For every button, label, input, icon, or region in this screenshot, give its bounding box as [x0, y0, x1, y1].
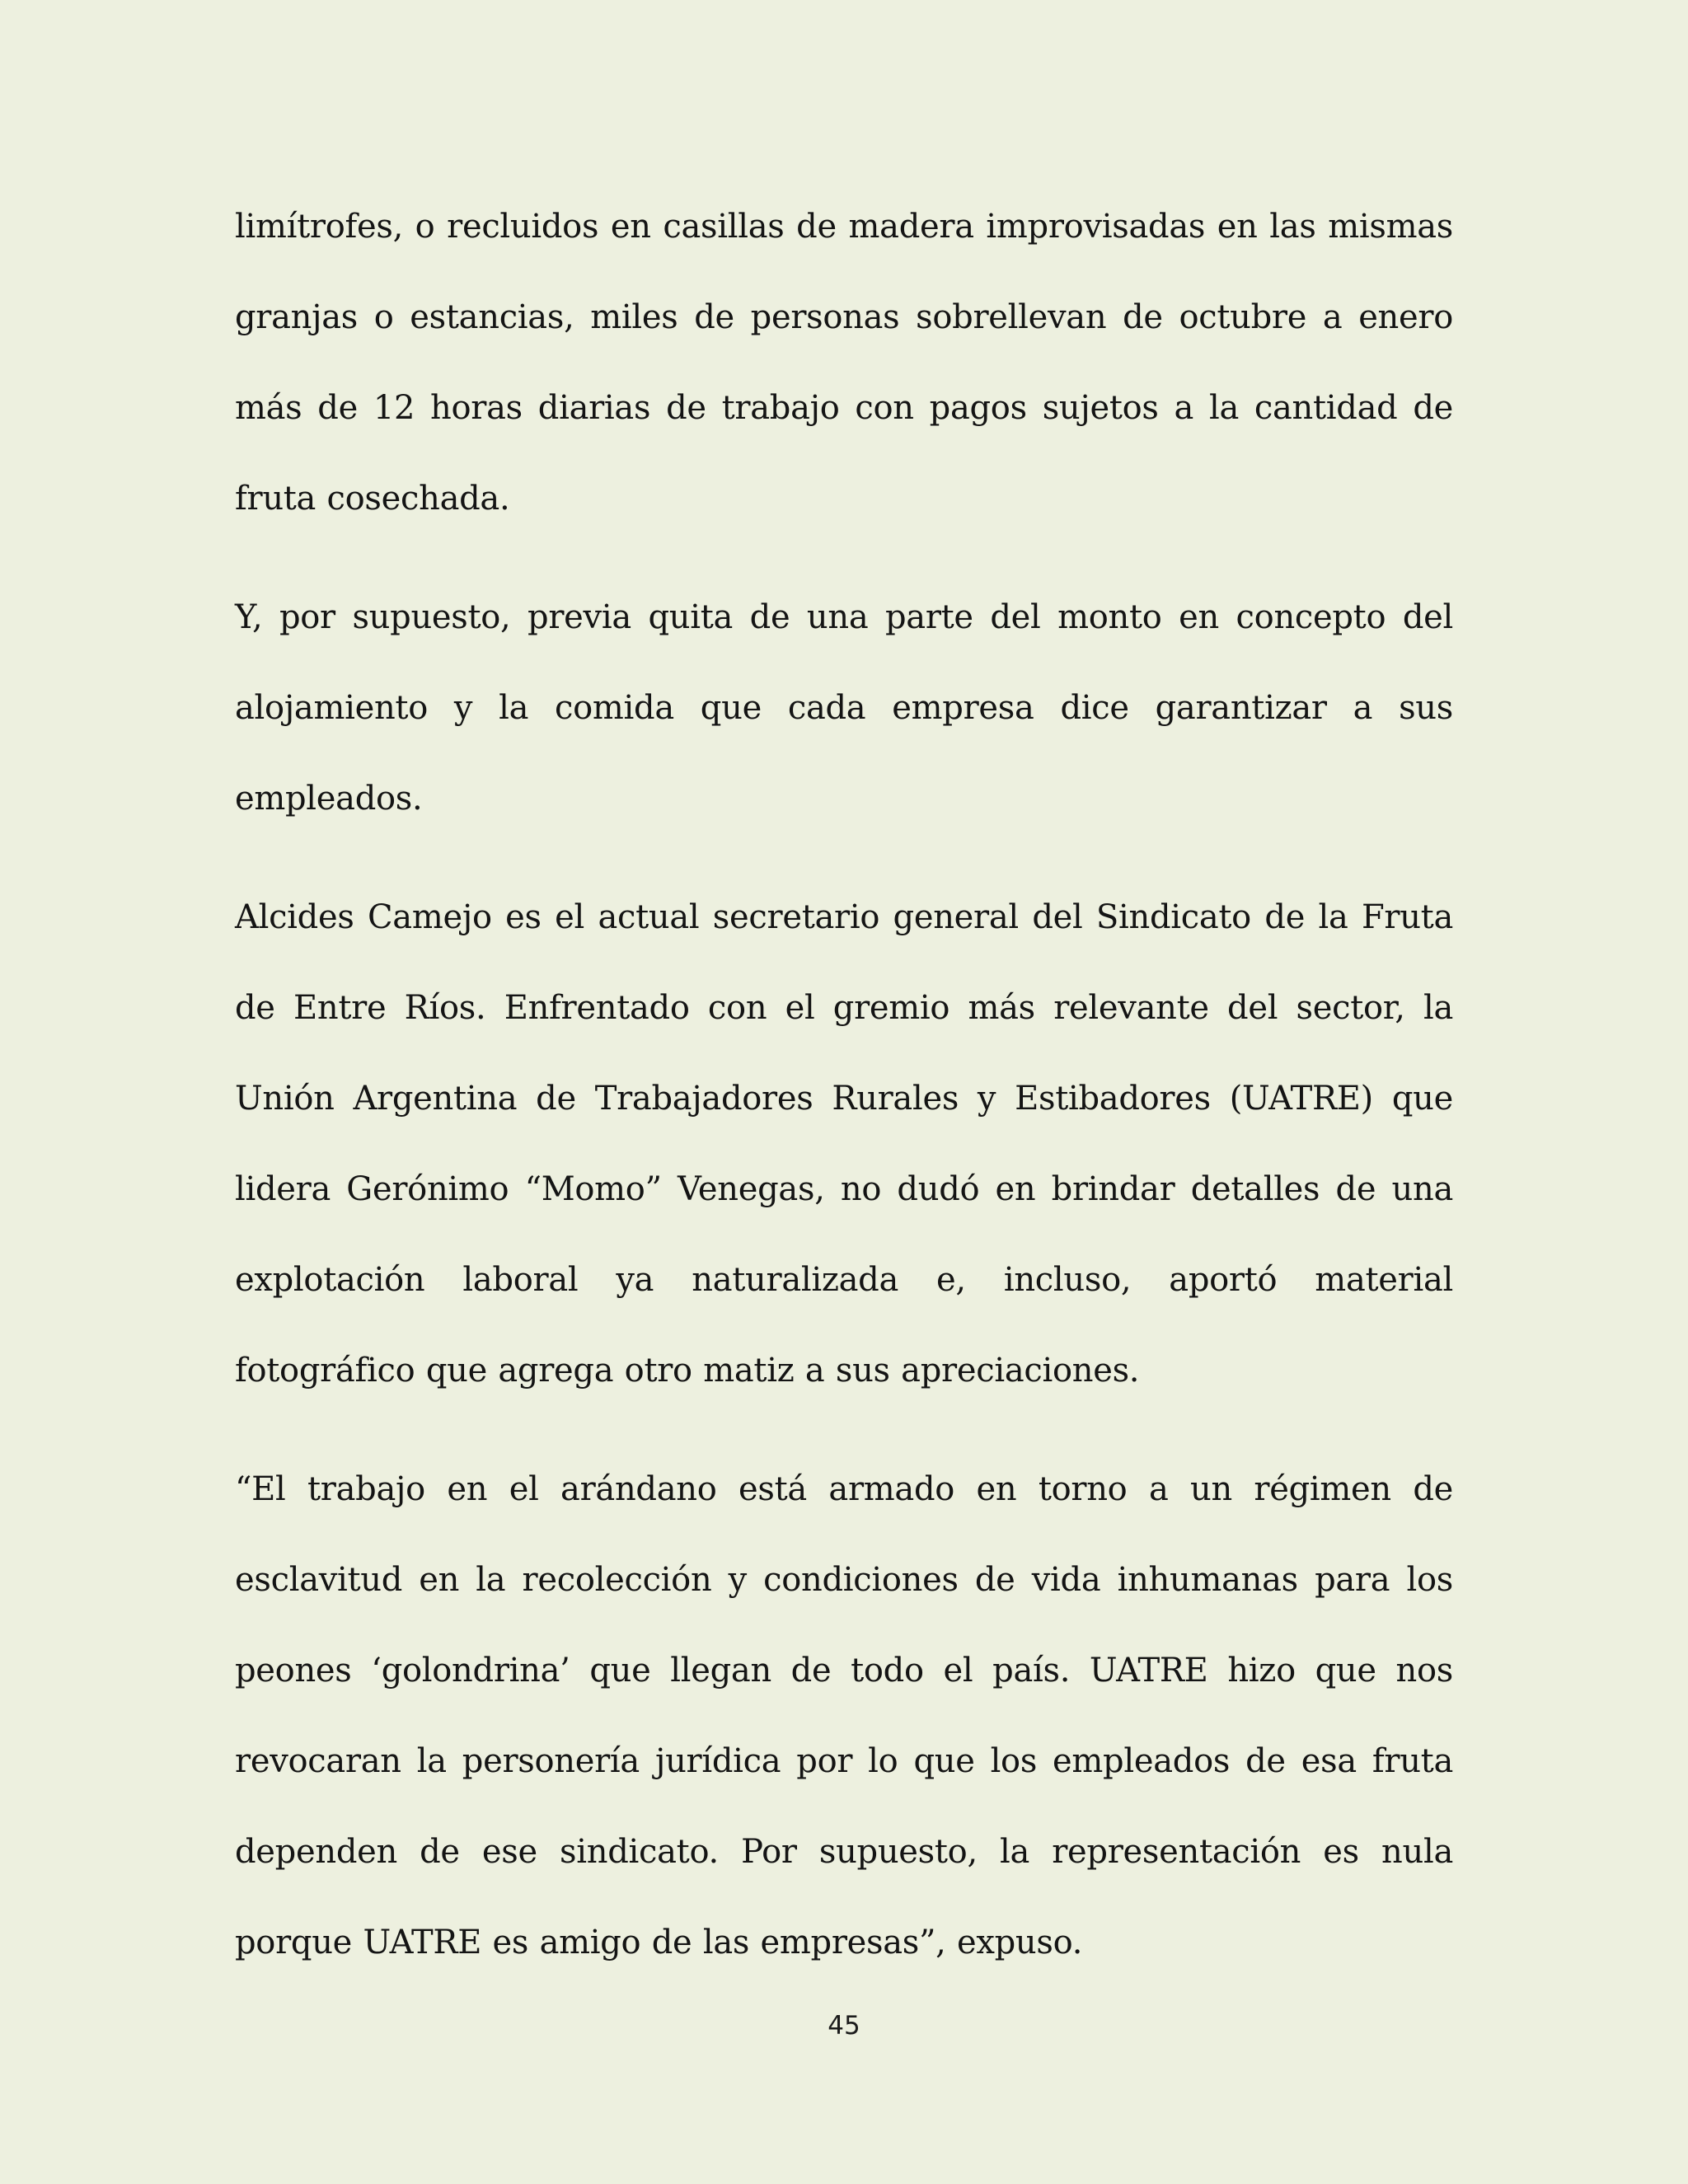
- page-number: 45: [828, 2011, 860, 2041]
- paragraph-3: Alcides Camejo es el actual secretario general del Sindicato de la Fruta de Entre Ríos. Enfrentado con el gremio más relevante del sector, la Unión Argentina de Trabajadores Rurales y Estibadores (UATRE) que lidera Gerónimo “Momo” Venegas, no dudó en brindar detalles de una explotación laboral ya naturalizada e, incluso, aportó material fotográfico que agrega otro matiz a sus apreciaciones.: [235, 898, 1453, 1390]
- paragraph-2: Y, por supuesto, previa quita de una parte del monto en concepto del alojamiento y la comida que cada empresa dice garantizar a sus empleados.: [235, 598, 1453, 818]
- document-body: [235, 181, 1453, 2016]
- paragraph-1: limítrofes, o recluidos en casillas de madera improvisadas en las mismas granjas o estancias, miles de personas sobrellevan de octubre a enero más de 12 horas diarias de trabajo con pagos sujetos a la cantidad de fruta cosechada.: [235, 208, 1453, 518]
- paragraph-4: “El trabajo en el arándano está armado en torno a un régimen de esclavitud en la recolección y condiciones de vida inhumanas para los peones ‘golondrina’ que llegan de todo el país. UATRE hizo que nos revocaran la personería jurídica por lo que los empleados de esa fruta dependen de ese sindicato. Por supuesto, la representación es nula porque UATRE es amigo de las empresas”, expuso.: [235, 1470, 1453, 1961]
